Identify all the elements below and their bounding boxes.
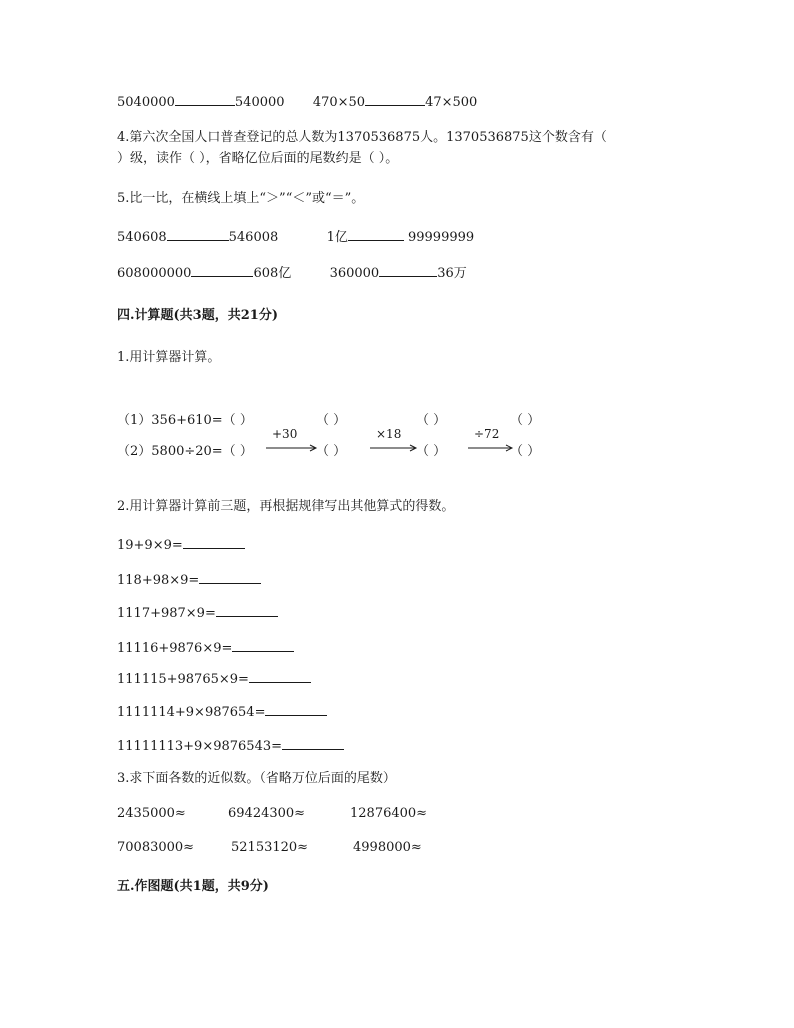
compare-left-value: 360000 [329,266,380,281]
question-4-line-1: 4.第六次全国人口普查登记的总人数为1370536875人。1370536875这个数含有（ [117,130,607,145]
pattern-item: 11111113+9×9876543= [117,737,344,756]
pattern-item: 1117+987×9= [117,604,278,623]
compare-right-value: 36万 [437,266,467,281]
compare-right-value: 47×500 [425,95,478,110]
answer-blank[interactable] [265,703,327,716]
calc-1-title: 1.用计算器计算。 [117,350,221,365]
pattern-item: 118+98×9= [117,571,261,590]
arrow-op-label: ÷72 [474,427,500,441]
pattern-item: 11116+9876×9= [117,639,294,658]
chain-blank-3[interactable]: （ ） [510,444,541,459]
answer-blank[interactable] [232,639,294,652]
right-arrow-icon [266,443,318,453]
answer-blank[interactable] [191,264,253,277]
answer-blank[interactable] [183,536,245,549]
section-4-title: 四.计算题(共3题，共21分) [117,308,278,323]
right-arrow-icon [370,443,418,453]
compare-right-value: 99999999 [407,230,475,245]
chain-blank-1[interactable]: （ ） [316,444,347,459]
compare-row-2 [117,264,467,283]
approx-item: 2435000≈ [117,806,186,821]
compare-left-value: 540608 [117,230,167,245]
answer-blank[interactable] [199,571,261,584]
compare-left-value: 470×50 [312,95,366,110]
compare-left-value: 1亿 [326,230,348,245]
answer-blank[interactable] [249,670,311,683]
compare-left-value: 608000000 [117,266,192,281]
right-arrow-icon [468,443,514,453]
answer-blank[interactable] [175,93,235,106]
answer-blank[interactable] [167,228,229,241]
chain-blank-3[interactable]: （ ） [510,413,541,428]
pattern-item: 19+9×9= [117,536,245,555]
compare-row-0 [117,93,477,112]
chain-blank-2[interactable]: （ ） [416,444,447,459]
calc-expression: （1）356+610=（ ） [117,413,253,428]
question-4-line-2: ）级，读作（ ），省略亿位后面的尾数约是（ ）。 [117,151,399,166]
calc-chain-row-2 [117,440,253,459]
compare-right-value: 546008 [228,230,279,245]
approx-item: 4998000≈ [353,840,422,855]
pattern-item: 111115+98765×9= [117,670,311,689]
approx-item: 70083000≈ [117,840,195,855]
compare-row-1 [117,228,474,247]
approx-item: 69424300≈ [228,806,306,821]
compare-right-value: 608亿 [253,266,292,281]
calc-3-title: 3.求下面各数的近似数。（省略万位后面的尾数） [117,771,396,786]
question-5: 5.比一比，在横线上填上“＞”“＜”或“＝”。 [117,191,365,206]
answer-blank[interactable] [216,604,278,617]
calc-2-title: 2.用计算器计算前三题，再根据规律写出其他算式的得数。 [117,499,455,514]
arrow-op-label: ×18 [376,427,402,441]
chain-blank-2[interactable]: （ ） [416,413,447,428]
answer-blank[interactable] [365,93,425,106]
chain-blank-1[interactable]: （ ） [316,413,347,428]
compare-left-value: 5040000 [117,95,175,110]
calc-chain-row-1 [117,409,253,428]
arrow-op-label: +30 [272,427,298,441]
calc-expression: （2）5800÷20=（ ） [117,444,253,459]
answer-blank[interactable] [348,228,404,241]
pattern-item: 1111114+9×987654= [117,703,327,722]
answer-blank[interactable] [379,264,437,277]
approx-item: 12876400≈ [350,806,428,821]
compare-right-value: 540000 [234,95,285,110]
answer-blank[interactable] [282,737,344,750]
section-5-title: 五.作图题(共1题，共9分) [117,879,269,894]
approx-item: 52153120≈ [231,840,309,855]
